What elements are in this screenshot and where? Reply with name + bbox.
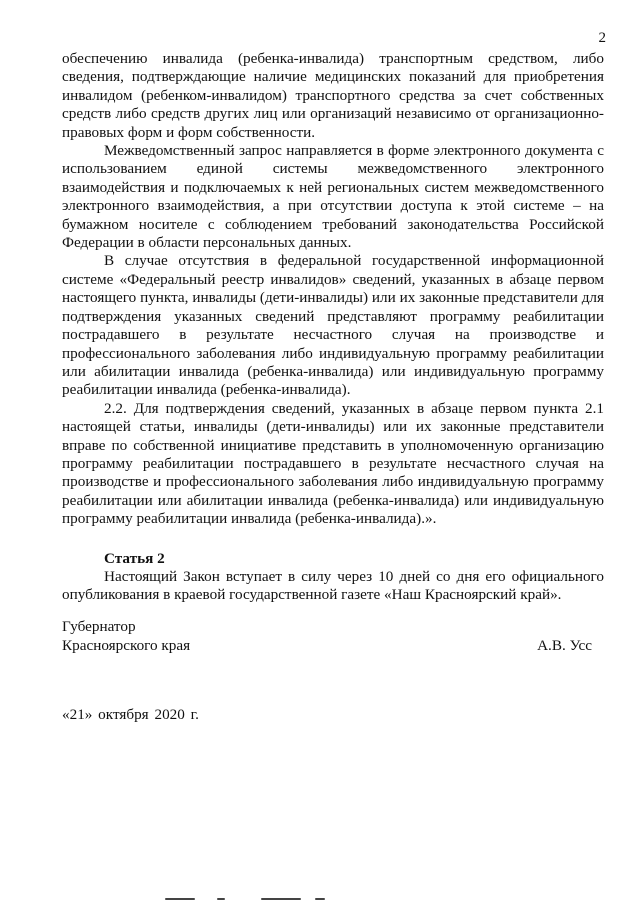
- footer-scan-marks: [165, 896, 335, 902]
- signatory-position-line2: Красноярского края: [62, 636, 191, 654]
- article-2-text: Настоящий Закон вступает в силу через 10 дней со дня его официального опубликования в краевой государственной газете «Наш Красноярский край».: [62, 567, 604, 604]
- signatory-position-line1: Губернатор: [62, 618, 136, 635]
- paragraph-2-2: 2.2. Для подтверждения сведений, указанных в абзаце первом пункта 2.1 настоящей статьи, инвалиды (дети-инвалиды) или их законные представители вправе по собственной инициативе представить в уполномоченную организацию программу реабилитации пострадавшего в результате несчастного случая на производстве и профессионального заболевания либо индивидуальную программу реабилитации или абилитации инвалида (ребенка-инвалида) или индивидуальную программу реабилитации инвалида (ребенка-инвалида).».: [62, 399, 604, 528]
- document-body: [62, 50, 604, 605]
- paragraph-continuation: обеспечению инвалида (ребенка-инвалида) транспортным средством, либо сведения, подтверждающие наличие медицинских показаний для приобретения инвалидом (ребенком-инвалидом) транспортного средства за счет собственных средств либо средств других лиц или организаций независимо от организационно-правовых форм и форм собственности.: [62, 50, 604, 141]
- paragraph-interagency-request: Межведомственный запрос направляется в форме электронного документа с использованием единой системы межведомственного электронного взаимодействия и подключаемых к ней региональных систем межведомственного электронного взаимодействия, а при отсутствии доступа к этой системе – на бумажном носителе с соблюдением требований законодательства Российской Федерации в области персональных данных.: [62, 142, 604, 252]
- signatory-name: А.В. Усс: [537, 636, 592, 654]
- paragraph-registry-absence: В случае отсутствия в федеральной государственной информационной системе «Федеральный реестр инвалидов» сведений, указанных в абзаце первом настоящего пункта, инвалиды (дети-инвалиды) или их законные представители для подтверждения указанных сведений представляют программу реабилитации пострадавшего в результате несчастного случая на производстве и профессионального заболевания либо индивидуальную программу реабилитации или абилитации инвалида (ребенка-инвалида) или индивидуальную программу реабилитации инвалида (ребенка-инвалида).: [62, 252, 604, 399]
- article-2-title: Статья 2: [104, 549, 165, 567]
- signature-block: [62, 618, 592, 655]
- page-number: 2: [598, 30, 606, 46]
- signing-date: «21» октября 2020 г.: [62, 706, 199, 723]
